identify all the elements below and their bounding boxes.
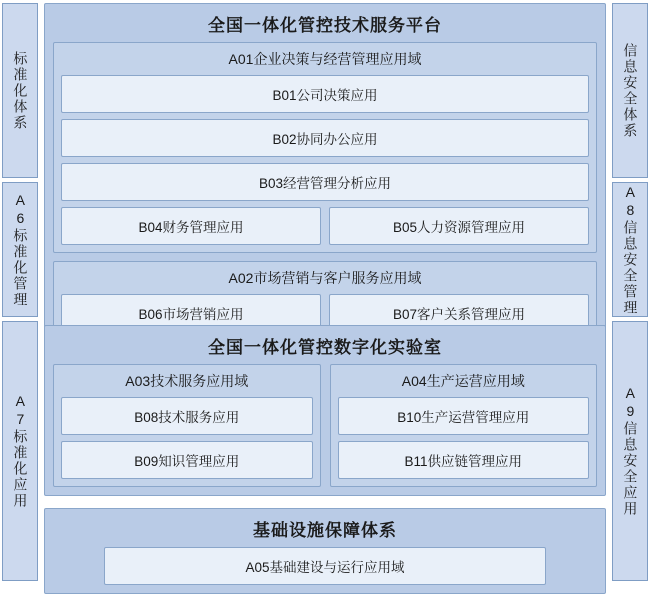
app-b11[interactable]: B11供应链管理应用 [338, 441, 590, 479]
app-b05[interactable]: B05人力资源管理应用 [329, 207, 589, 245]
rail-label: A9信息安全应用 [622, 385, 639, 517]
app-b07[interactable]: B07客户关系管理应用 [329, 294, 589, 332]
rail-label: A7标准化应用 [12, 393, 29, 509]
platform-block [44, 3, 606, 349]
domain-a04 [330, 364, 598, 487]
rail-information-security-system [612, 3, 648, 178]
infrastructure-title: 基础设施保障体系 [253, 521, 397, 540]
app-b03[interactable]: B03经营管理分析应用 [61, 163, 589, 201]
app-b06[interactable]: B06市场营销应用 [61, 294, 321, 332]
domain-a01 [53, 42, 597, 253]
domain-a01-title: A01企业决策与经营管理应用域 [228, 51, 422, 67]
rail-label: A8信息安全管理 [622, 183, 639, 316]
app-b08[interactable]: B08技术服务应用 [61, 397, 313, 435]
domain-a03 [53, 364, 321, 487]
domain-a02-title: A02市场营销与客户服务应用域 [228, 270, 422, 286]
rail-a9-information-security-application [612, 321, 648, 581]
app-b02[interactable]: B02协同办公应用 [61, 119, 589, 157]
rail-label: 标准化体系 [12, 50, 29, 131]
domain-a04-title: A04生产运营应用域 [401, 373, 525, 389]
rail-standardization-system [2, 3, 38, 178]
app-b01[interactable]: B01公司决策应用 [61, 75, 589, 113]
domain-a03-title: A03技术服务应用域 [125, 373, 249, 389]
lab-title: 全国一体化管控数字化实验室 [208, 338, 442, 357]
rail-a6-standardization-management [2, 182, 38, 317]
lab-block [44, 325, 606, 496]
rail-label: 信息安全体系 [622, 42, 639, 139]
domain-a01-row [61, 207, 589, 245]
app-b10[interactable]: B10生产运营管理应用 [338, 397, 590, 435]
app-b09[interactable]: B09知识管理应用 [61, 441, 313, 479]
lab-columns [53, 364, 597, 487]
infrastructure-block [44, 508, 606, 594]
app-b04[interactable]: B04财务管理应用 [61, 207, 321, 245]
rail-label: A6标准化管理 [12, 191, 29, 308]
center-column [44, 3, 606, 581]
infrastructure-group [97, 547, 553, 585]
app-a05[interactable]: A05基础建设与运行应用域 [104, 547, 546, 585]
rail-a8-information-security-management [612, 182, 648, 317]
platform-title: 全国一体化管控技术服务平台 [208, 16, 442, 35]
rail-a7-standardization-application [2, 321, 38, 581]
